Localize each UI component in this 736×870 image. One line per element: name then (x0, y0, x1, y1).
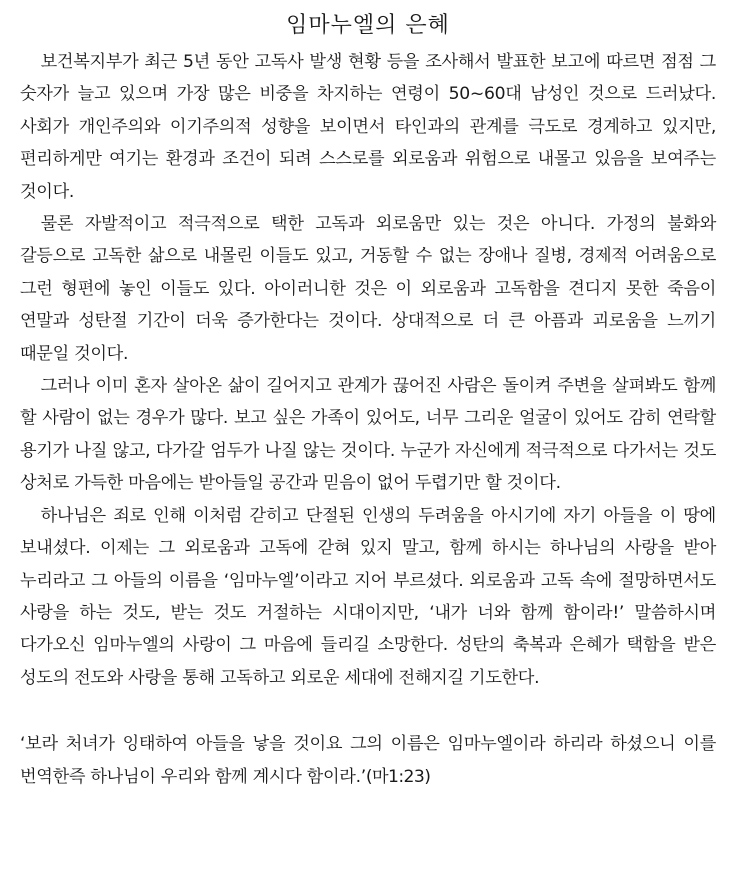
document-title: 임마누엘의 은혜 (286, 13, 450, 38)
paragraph-2: 물론 자발적이고 적극적으로 택한 고독과 외로움만 있는 것은 아니다. 가정의 불화와 갈등으로 고독한 삶으로 내몰린 이들도 있고, 거동할 수 없는 장애나 질병, 경제적 어려움으로 그런 형편에 놓인 이들도 있다. 아이러니한 것은 이 외로움과 고독함을 견디지 못한 죽음이 연말과 성탄절 기간이 더욱 증가한다는 것이다. 상대적으로 더 큰 아픔과 괴로움을 느끼기 때문일 것이다. (20, 214, 716, 364)
scripture-reference: (마1:23) (365, 766, 431, 787)
scripture-quote (20, 728, 716, 793)
scripture-quote-text: ‘보라 처녀가 잉태하여 아들을 낳을 것이요 그의 이름은 임마누엘이라 하리라 하셨으니 이를 번역한즉 하나님이 우리와 함께 계시다 함이라.’ (20, 734, 716, 787)
paragraph-3: 그러나 이미 혼자 살아온 삶이 길어지고 관계가 끊어진 사람은 돌이켜 주변을 살펴봐도 함께 할 사람이 없는 경우가 많다. 보고 싶은 가족이 있어도, 너무 그리운 얼굴이 있어도 감히 연락할 용기가 나질 않고, 다가갈 엄두가 나질 않는 것이다. 누군가 자신에게 적극적으로 다가서는 것도 상처로 가득한 마음에는 받아들일 공간과 믿음이 없어 두렵기만 할 것이다. (20, 376, 716, 494)
paragraph-4: 하나님은 죄로 인해 이처럼 갇히고 단절된 인생의 두려움을 아시기에 자기 아들을 이 땅에 보내셨다. 이제는 그 외로움과 고독에 갇혀 있지 말고, 함께 하시는 하나님의 사랑을 받아 누리라고 그 아들의 이름을 ‘임마누엘’이라고 지어 부르셨다. 외로움과 고독 속에 절망하면서도 사랑을 하는 것도, 받는 것도 거절하는 시대이지만, ‘내가 너와 함께 함이라!’ 말씀하시며 다가오신 임마누엘의 사랑이 그 마음에 들리길 소망한다. 성탄의 축복과 은혜가 택함을 받은 성도의 전도와 사랑을 통해 고독하고 외로운 세대에 전해지길 기도한다. (20, 505, 716, 688)
paragraph-1: 보건복지부가 최근 5년 동안 고독사 발생 현황 등을 조사해서 발표한 보고에 따르면 점점 그 숫자가 늘고 있으며 가장 많은 비중을 차지하는 연령이 50~60대 남성인 것으로 드러났다. 사회가 개인주의와 이기주의적 성향을 보이면서 타인과의 관계를 극도로 경계하고 있지만, 편리하게만 여기는 환경과 조건이 되려 스스로를 외로움과 위험으로 내몰고 있음을 보여주는 것이다. (20, 52, 716, 202)
